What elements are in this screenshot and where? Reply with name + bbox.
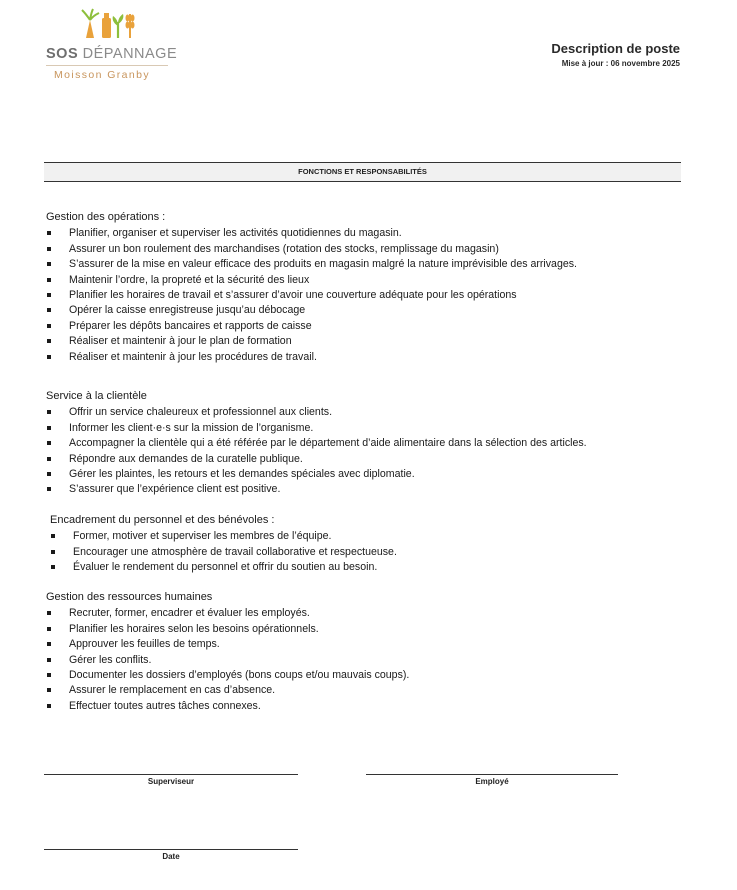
bullet-list xyxy=(46,226,577,365)
date-signature-line[interactable] xyxy=(44,849,298,850)
section-title-bar: FONCTIONS ET RESPONSABILITÉS xyxy=(44,162,681,182)
vegetable-icons xyxy=(80,8,140,40)
supervisor-label: Superviseur xyxy=(147,777,195,786)
group-heading: Gestion des ressources humaines xyxy=(46,591,213,603)
date-label: Date xyxy=(162,852,180,861)
company-logo xyxy=(46,8,176,80)
employee-signature-line[interactable] xyxy=(366,774,618,775)
list-item: Approuver les feuilles de temps. xyxy=(46,637,409,652)
logo-brand-bold: SOS xyxy=(46,46,79,62)
group-staff-supervision xyxy=(50,513,397,576)
list-item: Planifier les horaires de travail et s’assurer d’avoir une couverture adéquate pour les opérations xyxy=(46,288,577,303)
list-item: Effectuer toutes autres tâches connexes. xyxy=(46,699,409,714)
group-heading: Gestion des opérations : xyxy=(46,211,166,223)
list-item: Gérer les conflits. xyxy=(46,653,409,668)
list-item: Préparer les dépôts bancaires et rapports de caisse xyxy=(46,319,577,334)
update-date: Mise à jour : 06 novembre 2025 xyxy=(561,59,680,68)
list-item: Assurer le remplacement en cas d’absence. xyxy=(46,683,409,698)
list-item: S’assurer de la mise en valeur efficace des produits en magasin malgré la nature imprévisible des arrivages. xyxy=(46,257,577,272)
logo-divider xyxy=(46,65,168,66)
list-item: Planifier les horaires selon les besoins opérationnels. xyxy=(46,622,409,637)
list-item: Assurer un bon roulement des marchandises (rotation des stocks, remplissage du magasin) xyxy=(46,242,577,257)
list-item: Opérer la caisse enregistreuse jusqu’au débocage xyxy=(46,303,577,318)
list-item: Réaliser et maintenir à jour le plan de formation xyxy=(46,334,577,349)
bullet-list xyxy=(46,606,409,714)
list-item: Encourager une atmosphère de travail collaborative et respectueuse. xyxy=(50,545,397,560)
group-heading: Service à la clientèle xyxy=(46,390,147,402)
employee-label: Employé xyxy=(475,777,509,786)
list-item: Réaliser et maintenir à jour les procédures de travail. xyxy=(46,350,577,365)
document-header xyxy=(551,41,680,68)
group-heading: Encadrement du personnel et des bénévoles : xyxy=(50,514,275,526)
bullet-list xyxy=(50,529,397,575)
list-item: Documenter les dossiers d’employés (bons coups et/ou mauvais coups). xyxy=(46,668,409,683)
list-item: S’assurer que l’expérience client est positive. xyxy=(46,482,587,497)
list-item: Accompagner la clientèle qui a été référée par le département d’aide alimentaire dans la sélection des articles. xyxy=(46,436,587,451)
list-item: Évaluer le rendement du personnel et offrir du soutien au besoin. xyxy=(50,560,397,575)
supervisor-signature-line[interactable] xyxy=(44,774,298,775)
document-title: Description de poste xyxy=(551,41,680,56)
list-item: Répondre aux demandes de la curatelle publique. xyxy=(46,452,587,467)
group-operations xyxy=(46,210,577,365)
logo-brand-rest: DÉPANNAGE xyxy=(82,46,178,62)
logo-brand xyxy=(46,46,177,62)
list-item: Informer les client·e·s sur la mission de l’organisme. xyxy=(46,421,587,436)
bullet-list xyxy=(46,405,587,497)
logo-subtitle: Moisson Granby xyxy=(54,69,151,81)
list-item: Maintenir l’ordre, la propreté et la sécurité des lieux xyxy=(46,273,577,288)
group-customer-service xyxy=(46,389,587,498)
group-human-resources xyxy=(46,590,409,714)
list-item: Gérer les plaintes, les retours et les demandes spéciales avec diplomatie. xyxy=(46,467,587,482)
list-item: Recruter, former, encadrer et évaluer les employés. xyxy=(46,606,409,621)
list-item: Former, motiver et superviser les membres de l’équipe. xyxy=(50,529,397,544)
list-item: Offrir un service chaleureux et professionnel aux clients. xyxy=(46,405,587,420)
list-item: Planifier, organiser et superviser les activités quotidiennes du magasin. xyxy=(46,226,577,241)
